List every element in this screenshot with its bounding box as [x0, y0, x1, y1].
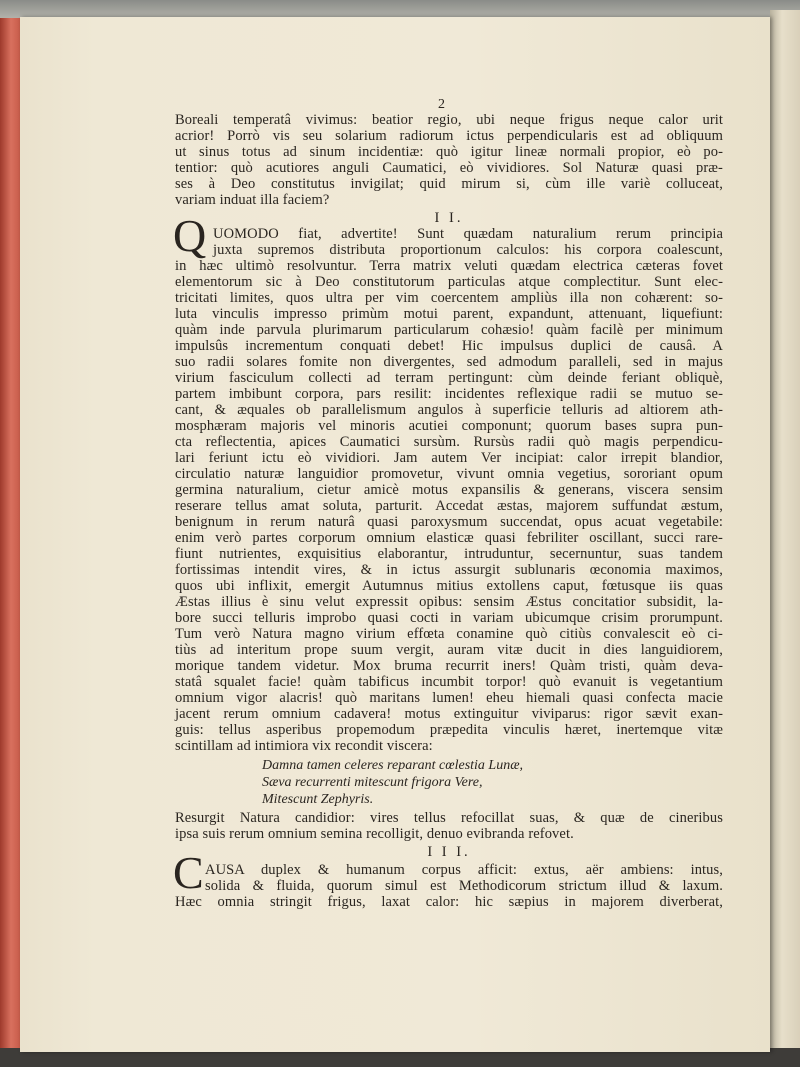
text-line: morique tandem videtur. Mox bruma recurrit iners! Quàm tristi, quàm deva- [175, 658, 723, 674]
drop-cap: C [173, 847, 204, 898]
text-line: ipsa suis rerum omnium semina recolligit, denuo evibranda refovet. [175, 826, 574, 842]
page-number: 2 [438, 97, 445, 112]
text-line: lari feriunt ictu eò vividiori. Jam autem Ver incipiat: calor irrepit blandior, [175, 450, 723, 466]
text-line: partem imbibunt corpora, pars resilit: incidentes reflexique radii se mutuo se- [175, 386, 723, 402]
text-line: in hæc ultimò resolvuntur. Terra matrix veluti quædam electrica cæteras fovet [175, 258, 723, 274]
text-line: impulsûs incrementum conquati debet! Hic impulsus duplici de causâ. A [175, 338, 723, 354]
verse-line: Mitescunt Zephyris. [262, 792, 374, 807]
text-line: variam induat illa faciem? [175, 192, 330, 208]
text-line: Resurgit Natura candidior: vires tellus refocillat suas, & quæ de cineribus [175, 810, 723, 826]
text-line: Boreali temperatâ vivimus: beatior regio, ubi neque frigus neque calor urit [175, 112, 723, 128]
text-line: omnium vigor alacris! quò maritans lumen! eheu hiemali quasi confecta macie [175, 690, 723, 706]
text-line: Tum verò Natura magno virium effœta conamine quò citiùs convalescit eò ci- [175, 626, 723, 642]
text-line: juxta supremos distributa proportionum calculos: his corpora coalescunt, [213, 242, 723, 258]
text-line: ses à Deo constitutus invigilat; quid mirum si, cùm ille variè colluceat, [175, 176, 723, 192]
text-line: ut sinus totus ad sinum incidentiæ: quò igitur lineæ normali propior, eò po- [175, 144, 723, 160]
text-line: acrior! Porrò vis seu solarium radiorum ictus perpendicularis est ad obliquum [175, 128, 723, 144]
text-line: suo radii solares fomite non divergentes, sed admodum paralleli, sed in majus [175, 354, 723, 370]
section-heading-2: I I. [434, 210, 464, 226]
text-line: Æstas illius è sinu velut expressit opibus: sensim Æstus concitatior subsidit, la- [175, 594, 723, 610]
text-line: benignum in rerum naturâ quasi paroxysmum succendat, opus acuat vegetabile: [175, 514, 723, 530]
text-line: quàm inde parvula plurimarum particularum cohæsio! quàm facilè per minimum [175, 322, 723, 338]
next-page-edge [770, 10, 800, 1050]
drop-cap: Q [173, 210, 207, 261]
text-line: fiunt nutrientes, exquisitius elaborantur, intruduntur, secernuntur, suas tandem [175, 546, 723, 562]
text-line: scintillam ad intimiora vix recondit viscera: [175, 738, 433, 754]
text-line: enim verò partes corporum omnium elasticæ quasi febriliter oscillant, succi rare- [175, 530, 723, 546]
text-line: virium fasciculum collecti ad terram pertingunt: cùm deinde feriant obliquè, [175, 370, 723, 386]
verse-line: Damna tamen celeres reparant cœlestia Lunæ, [262, 758, 524, 773]
text-line: cta reflectentia, apices Caumatici sursùm. Rursùs radii quò magis perpendicu- [175, 434, 723, 450]
text-line: reserare tellus amat soluta, parturit. Accedat æstas, majorem suffundat æstum, [175, 498, 723, 514]
text-line: cant, & æquales ob parallelismum angulos à superficie telluris ad altiorem ath- [175, 402, 723, 418]
text-line: bore succi telluris improbo quasi cocti in variam ubicumque crisim prorumpunt. [175, 610, 723, 626]
text-line: tentior: quò acutiores anguli Caumatici, eò vividiores. Sol Naturæ quasi præ- [175, 160, 723, 176]
text-line: AUSA duplex & humanum corpus afficit: extus, aër ambiens: intus, [205, 862, 723, 878]
section-heading-3: I I I. [427, 844, 471, 860]
text-line: statâ squalet facie! quàm tabificus incumbit torpor! quò evanuit is vegetantium [175, 674, 723, 690]
verse-line: Sæva recurrenti mitescunt frigora Vere, [262, 775, 483, 790]
text-line: tricitati limites, quos ultra per vim coercentem ampliùs illa non cohærent: so- [175, 290, 723, 306]
text-line: quos ubi inflixit, emergit Autumnus mitius extollens caput, fœtusque iis quas [175, 578, 723, 594]
text-line: Hæc omnia stringit frigus, laxat calor: hic sæpius in majorem diverberat, [175, 894, 723, 910]
text-line: elementorum sic à Deo constitutorum particulas atque complectitur. Sunt elec- [175, 274, 723, 290]
text-line: tiùs ad interitum prope suum vergit, auram vitæ ducit in dies languidiorem, [175, 642, 723, 658]
text-line: mosphæram majoris vel minoris acutiei componunt; quorum bases supra pun- [175, 418, 723, 434]
text-line: jacent rerum omnium cadavera! motus extinguitur viviparus: rigor sævit exan- [175, 706, 723, 722]
text-line: germina naturalium, cietur amicè motus expansilis & generans, viscera sensim [175, 482, 723, 498]
text-line: fortissimas intendit vires, & in ictus assurgit sublunaris œconomia maximos, [175, 562, 723, 578]
text-line: UOMODO fiat, advertite! Sunt quædam naturalium rerum principia [213, 226, 723, 242]
text-line: luta vinculis impresso primùm motui parent, expandunt, attenuant, liquefiunt: [175, 306, 723, 322]
red-page-edge [0, 18, 20, 1048]
book-page [20, 17, 770, 1052]
text-line: solida & fluida, quorum simul est Methodicorum strictum illud & laxum. [205, 878, 723, 894]
text-line: guis: tellus asperibus propemodum præpedita vinculis hæret, inertemque vitæ [175, 722, 723, 738]
text-line: circulatio naturæ languidior promovetur, vivunt omnia vegetius, sororiant opum [175, 466, 723, 482]
